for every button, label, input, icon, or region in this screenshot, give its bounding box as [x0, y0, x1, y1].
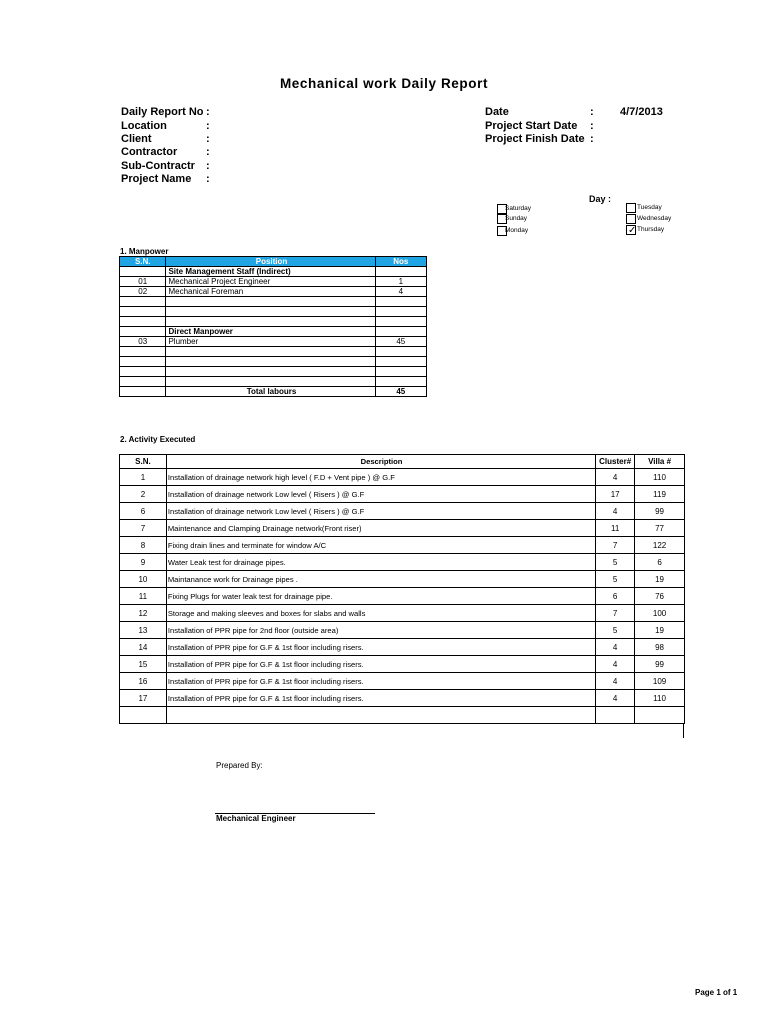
activity-header-row	[120, 455, 685, 469]
header-label: Client	[121, 133, 152, 145]
header-value: 4/7/2013	[620, 106, 663, 118]
prepared-by-label: Prepared By:	[216, 761, 263, 770]
manpower-cell-sn	[120, 297, 166, 307]
manpower-cell-position	[166, 297, 375, 307]
activity-cell-sn: 11	[120, 588, 167, 605]
activity-cell-description: Installation of drainage network Low level ( Risers ) @ G.F	[166, 503, 595, 520]
activity-cell-cluster: 11	[596, 520, 635, 537]
activity-cell-villa: 99	[635, 656, 685, 673]
activity-cell-cluster: 6	[596, 588, 635, 605]
manpower-row	[120, 327, 427, 337]
table-edge-mark	[683, 723, 684, 738]
manpower-cell-sn	[120, 327, 166, 337]
manpower-row	[120, 277, 427, 287]
header-label: Daily Report No	[121, 106, 204, 118]
header-colon: :	[206, 160, 210, 172]
activity-cell-description: Water Leak test for drainage pipes.	[166, 554, 595, 571]
header-colon: :	[206, 120, 210, 132]
activity-cell-cluster: 4	[596, 503, 635, 520]
manpower-row	[120, 317, 427, 327]
activity-cell-sn: 14	[120, 639, 167, 656]
manpower-table	[119, 256, 427, 397]
manpower-cell-position	[166, 347, 375, 357]
activity-cell-description: Installation of PPR pipe for G.F & 1st floor including risers.	[166, 690, 595, 707]
activity-cell-sn	[120, 707, 167, 724]
activity-cell-sn: 9	[120, 554, 167, 571]
day-label-sunday: Sunday	[505, 215, 528, 222]
header-label: Location	[121, 120, 167, 132]
activity-cell-sn: 2	[120, 486, 167, 503]
activity-header-villa: Villa #	[635, 455, 685, 469]
activity-cell-description: Installation of PPR pipe for G.F & 1st floor including risers.	[166, 639, 595, 656]
activity-cell-description: Maintenance and Clamping Drainage network(Front riser)	[166, 520, 595, 537]
day-label-wednesday: Wednesday	[637, 215, 672, 222]
manpower-cell-nos	[375, 347, 426, 357]
manpower-header-sn: S.N.	[120, 257, 166, 267]
activity-cell-cluster: 17	[596, 486, 635, 503]
manpower-cell-sn	[120, 357, 166, 367]
activity-cell-cluster: 4	[596, 690, 635, 707]
manpower-cell-position: Direct Manpower	[166, 327, 375, 337]
manpower-cell-sn	[120, 307, 166, 317]
manpower-cell-sn	[120, 367, 166, 377]
activity-cell-villa: 76	[635, 588, 685, 605]
activity-cell-sn: 16	[120, 673, 167, 690]
manpower-row	[120, 347, 427, 357]
manpower-header-position: Position	[166, 257, 375, 267]
activity-cell-cluster: 5	[596, 622, 635, 639]
manpower-row	[120, 357, 427, 367]
manpower-cell-nos: 45	[375, 337, 426, 347]
activity-cell-villa: 122	[635, 537, 685, 554]
manpower-cell-sn	[120, 317, 166, 327]
manpower-cell-sn: 03	[120, 337, 166, 347]
activity-cell-description	[166, 707, 595, 724]
manpower-row	[120, 267, 427, 277]
activity-row	[120, 707, 685, 724]
activity-cell-cluster: 5	[596, 554, 635, 571]
manpower-row	[120, 337, 427, 347]
header-label: Sub-Contractr	[121, 160, 195, 172]
day-label-tuesday: Tuesday	[637, 204, 662, 211]
manpower-row	[120, 307, 427, 317]
day-label: Day :	[589, 194, 612, 204]
manpower-cell-nos: 4	[375, 287, 426, 297]
activity-cell-villa: 19	[635, 571, 685, 588]
activity-cell-villa: 99	[635, 503, 685, 520]
manpower-cell-position	[166, 357, 375, 367]
header-label: Project Start Date	[485, 120, 578, 132]
manpower-cell-position	[166, 307, 375, 317]
activity-table	[119, 454, 685, 724]
activity-cell-sn: 17	[120, 690, 167, 707]
manpower-row	[120, 377, 427, 387]
activity-cell-description: Fixing drain lines and terminate for window A/C	[166, 537, 595, 554]
activity-section-title: 2. Activity Executed	[120, 435, 196, 444]
header-colon: :	[590, 133, 594, 145]
manpower-cell-position: Plumber	[166, 337, 375, 347]
activity-cell-description: Installation of PPR pipe for G.F & 1st floor including risers.	[166, 656, 595, 673]
activity-cell-cluster: 4	[596, 673, 635, 690]
manpower-total-row	[120, 387, 427, 397]
checkmark-icon: ✓	[628, 225, 637, 236]
activity-cell-cluster: 4	[596, 469, 635, 486]
activity-cell-villa: 19	[635, 622, 685, 639]
activity-cell-sn: 8	[120, 537, 167, 554]
activity-cell-villa: 100	[635, 605, 685, 622]
header-label: Project Name	[121, 173, 192, 185]
activity-cell-sn: 15	[120, 656, 167, 673]
manpower-cell-nos	[375, 307, 426, 317]
activity-cell-description: Fixing Plugs for water leak test for drainage pipe.	[166, 588, 595, 605]
activity-cell-villa: 98	[635, 639, 685, 656]
activity-row	[120, 503, 685, 520]
manpower-cell-sn: 01	[120, 277, 166, 287]
activity-row	[120, 622, 685, 639]
header-colon: :	[590, 106, 594, 118]
report-title: Mechanical work Daily Report	[279, 76, 489, 91]
activity-cell-description: Storage and making sleeves and boxes for slabs and walls	[166, 605, 595, 622]
activity-row	[120, 469, 685, 486]
activity-cell-cluster	[596, 707, 635, 724]
activity-row	[120, 605, 685, 622]
manpower-cell-nos	[375, 367, 426, 377]
activity-cell-sn: 13	[120, 622, 167, 639]
day-label-monday: Monday	[505, 227, 529, 234]
activity-cell-villa: 77	[635, 520, 685, 537]
manpower-header-row	[120, 257, 427, 267]
manpower-cell-nos	[375, 327, 426, 337]
activity-cell-description: Installation of PPR pipe for 2nd floor (outside area)	[166, 622, 595, 639]
day-label-saturday: Saturday	[505, 205, 532, 212]
activity-row	[120, 554, 685, 571]
header-label: Date	[485, 106, 509, 118]
manpower-section-title: 1. Manpower	[120, 247, 169, 256]
manpower-cell-sn	[120, 267, 166, 277]
manpower-cell-sn	[120, 377, 166, 387]
day-checkbox-wednesday[interactable]	[626, 214, 636, 224]
activity-row	[120, 520, 685, 537]
activity-cell-cluster: 5	[596, 571, 635, 588]
activity-header-description: Description	[166, 455, 595, 469]
activity-cell-villa: 110	[635, 690, 685, 707]
activity-row	[120, 673, 685, 690]
manpower-cell-nos: 1	[375, 277, 426, 287]
activity-row	[120, 537, 685, 554]
activity-cell-description: Installation of PPR pipe for G.F & 1st floor including risers.	[166, 673, 595, 690]
day-label-thursday: Thursday	[637, 226, 665, 233]
activity-cell-villa	[635, 707, 685, 724]
manpower-total-label: Total labours	[166, 387, 375, 397]
activity-row	[120, 588, 685, 605]
activity-cell-description: Installation of drainage network high level ( F.D + Vent pipe ) @ G.F	[166, 469, 595, 486]
activity-header-sn: S.N.	[120, 455, 167, 469]
activity-cell-description: Maintanance work for Drainage pipes .	[166, 571, 595, 588]
header-colon: :	[206, 146, 210, 158]
manpower-cell-position	[166, 377, 375, 387]
manpower-cell-sn	[120, 347, 166, 357]
activity-cell-villa: 119	[635, 486, 685, 503]
activity-row	[120, 656, 685, 673]
activity-cell-villa: 6	[635, 554, 685, 571]
manpower-cell-sn: 02	[120, 287, 166, 297]
day-checkbox-thursday[interactable]	[626, 225, 636, 235]
manpower-row	[120, 287, 427, 297]
manpower-cell-nos	[375, 267, 426, 277]
activity-cell-sn: 1	[120, 469, 167, 486]
header-label: Contractor	[121, 146, 178, 158]
manpower-total-value: 45	[375, 387, 426, 397]
manpower-cell-nos	[375, 317, 426, 327]
activity-cell-cluster: 4	[596, 656, 635, 673]
activity-cell-sn: 10	[120, 571, 167, 588]
manpower-cell-position: Mechanical Foreman	[166, 287, 375, 297]
manpower-row	[120, 297, 427, 307]
activity-cell-villa: 109	[635, 673, 685, 690]
activity-header-cluster: Cluster#	[596, 455, 635, 469]
activity-cell-sn: 12	[120, 605, 167, 622]
day-checkbox-tuesday[interactable]	[626, 203, 636, 213]
header-colon: :	[590, 120, 594, 132]
manpower-total-blank	[120, 387, 166, 397]
manpower-cell-position	[166, 317, 375, 327]
manpower-header-nos: Nos	[375, 257, 426, 267]
signatory-title: Mechanical Engineer	[216, 814, 296, 823]
manpower-cell-nos	[375, 297, 426, 307]
manpower-cell-position: Mechanical Project Engineer	[166, 277, 375, 287]
activity-row	[120, 486, 685, 503]
manpower-cell-nos	[375, 357, 426, 367]
header-label: Project Finish Date	[485, 133, 585, 145]
activity-cell-cluster: 7	[596, 605, 635, 622]
activity-cell-cluster: 4	[596, 639, 635, 656]
activity-cell-description: Installation of drainage network Low level ( Risers ) @ G.F	[166, 486, 595, 503]
header-colon: :	[206, 106, 210, 118]
activity-row	[120, 690, 685, 707]
header-colon: :	[206, 133, 210, 145]
activity-row	[120, 571, 685, 588]
manpower-cell-nos	[375, 377, 426, 387]
activity-cell-sn: 6	[120, 503, 167, 520]
activity-cell-cluster: 7	[596, 537, 635, 554]
page-number: Page 1 of 1	[695, 988, 738, 997]
activity-cell-sn: 7	[120, 520, 167, 537]
activity-row	[120, 639, 685, 656]
manpower-cell-position	[166, 367, 375, 377]
activity-cell-villa: 110	[635, 469, 685, 486]
manpower-row	[120, 367, 427, 377]
header-colon: :	[206, 173, 210, 185]
manpower-cell-position: Site Management Staff (Indirect)	[166, 267, 375, 277]
